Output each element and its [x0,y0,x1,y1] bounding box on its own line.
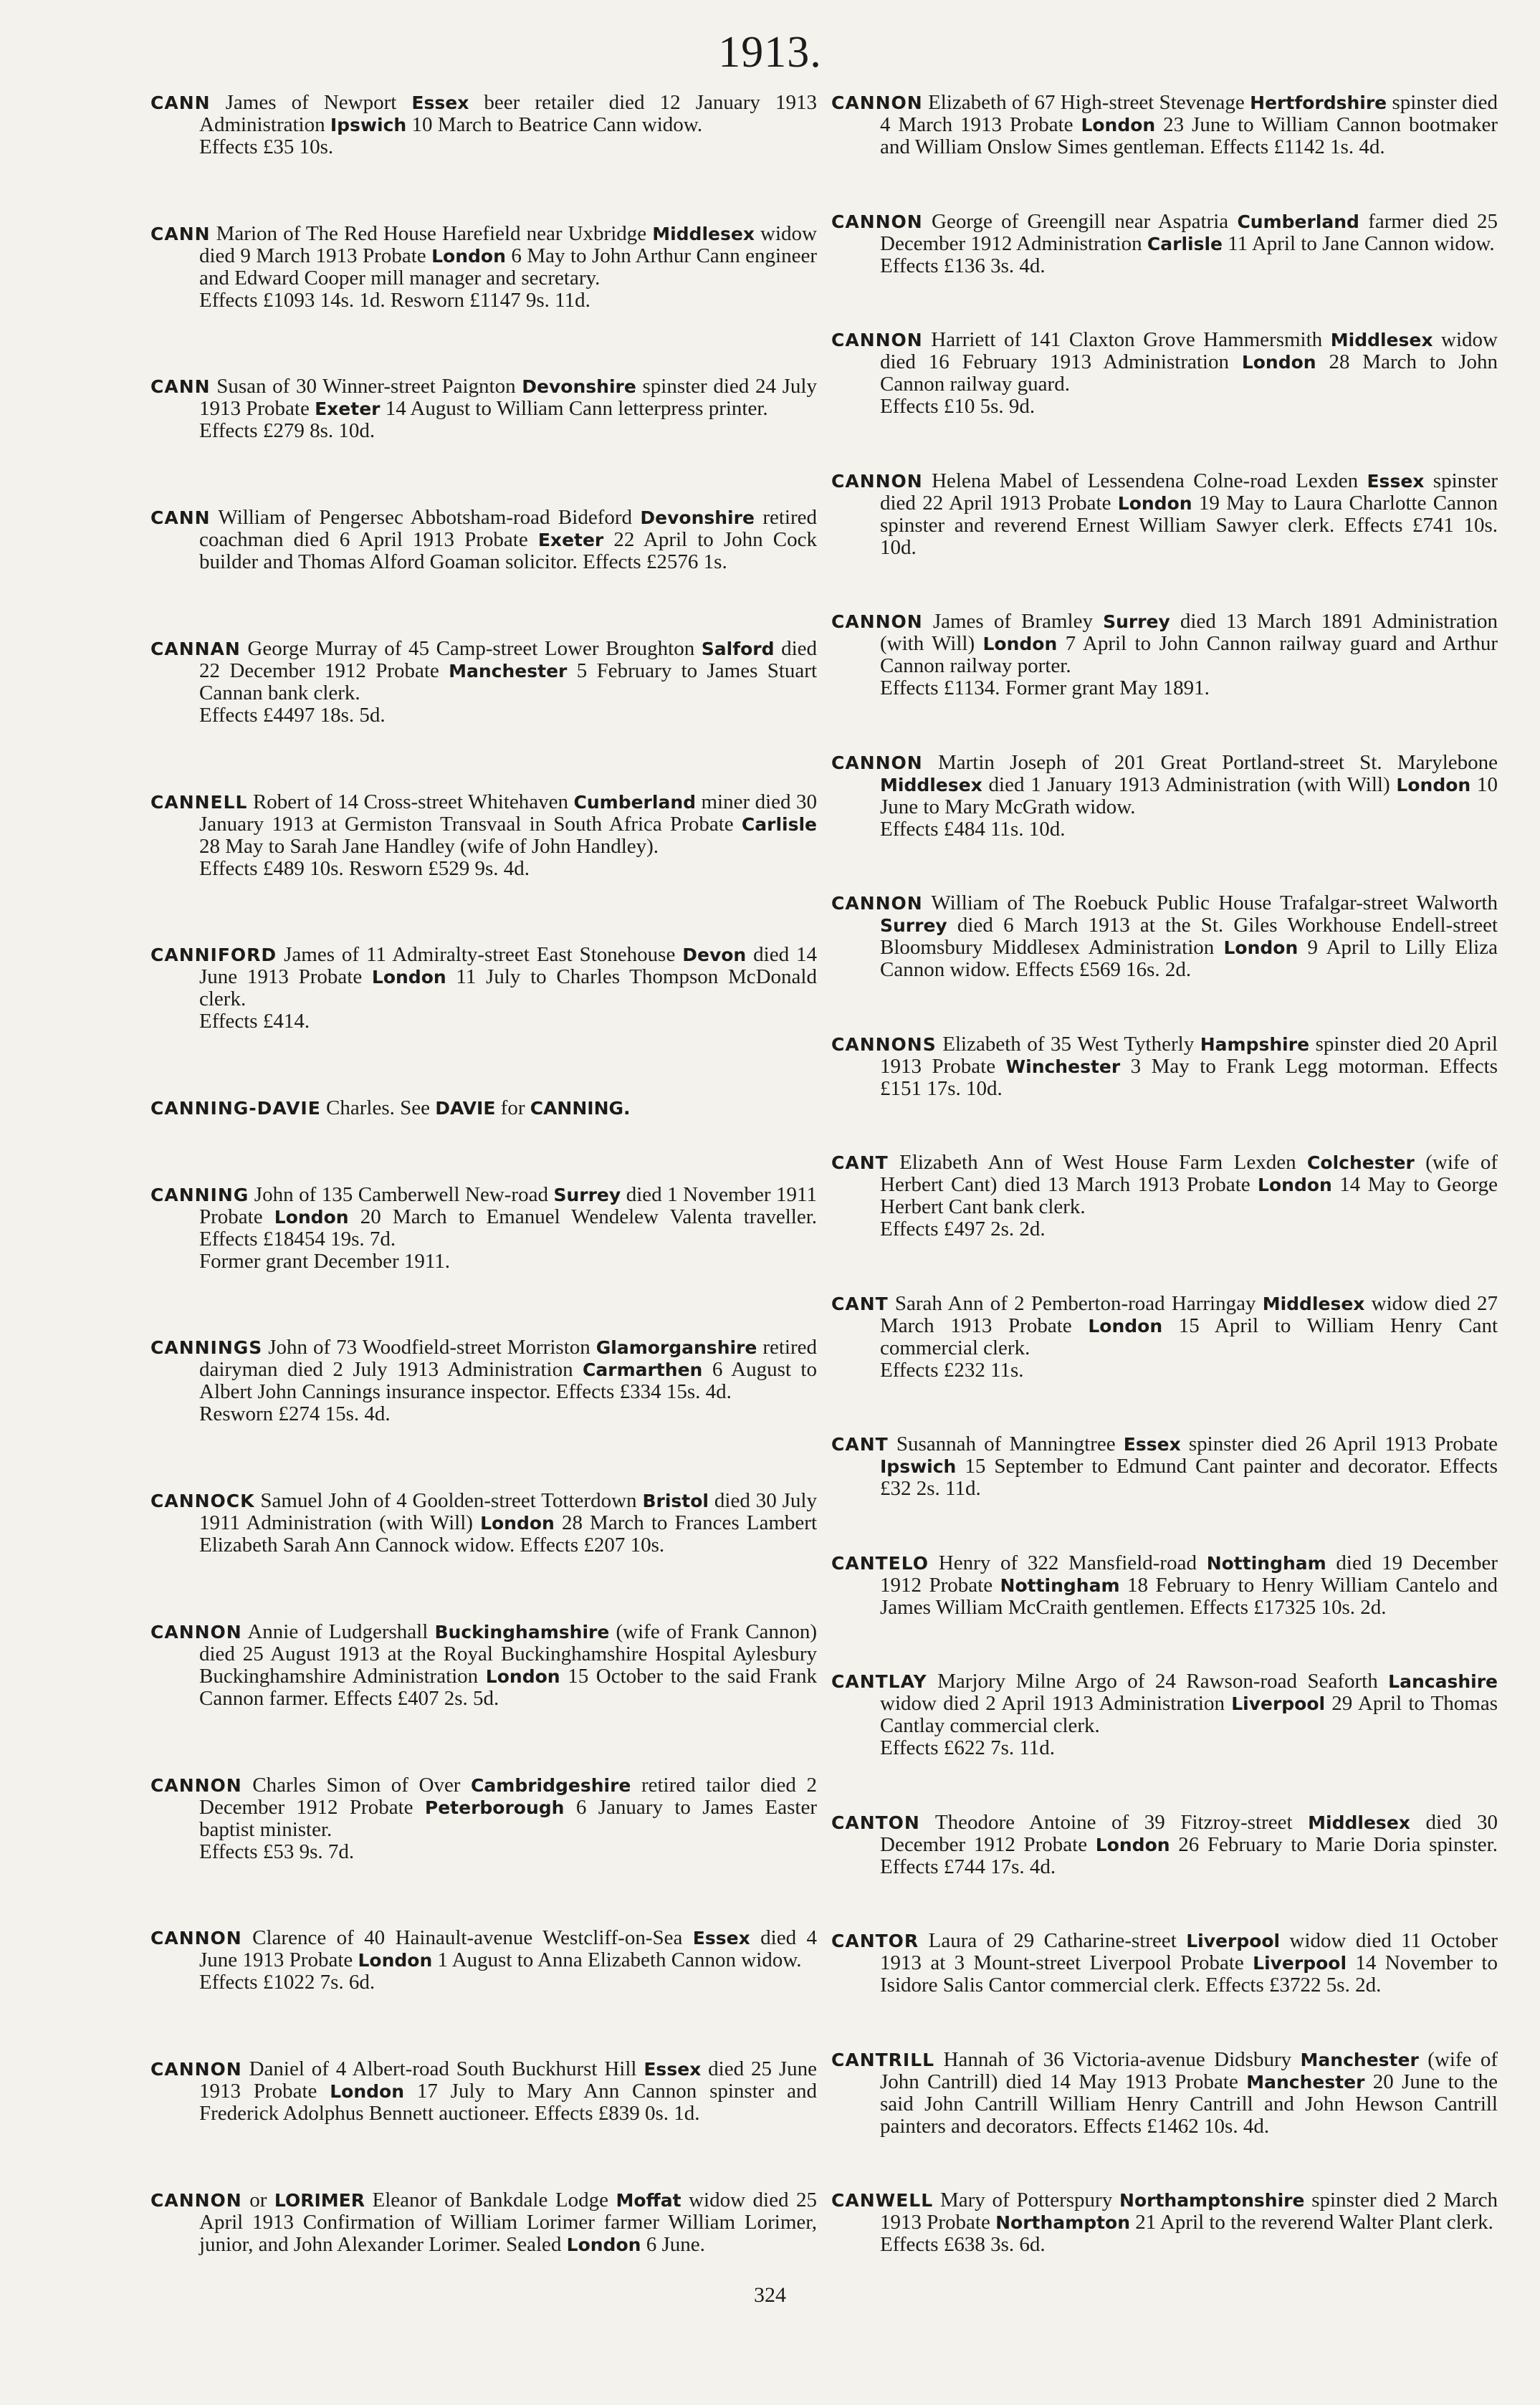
entry-text: widow died 16 February 1913 Administration [880,328,1498,373]
entry-text: Susannah of Manningtree [888,1433,1124,1455]
entry-text: retired coachman died 6 April 1913 Probate [199,506,817,552]
entry-text: 3 May to Frank Legg motorman. Effects £151 17s. 10d. [880,1054,1498,1100]
entry-surname: CANNON [831,611,923,632]
probate-entry [831,1670,1498,1759]
place-name: Surrey [553,1184,621,1205]
entry-text: Elizabeth of 35 West Tytherly [936,1032,1200,1056]
probate-entry [150,1097,817,1119]
entry-surname: CANNON [150,1928,242,1949]
entry-text: 6 May to John Arthur Cann engineer and Edward Cooper mill manager and secretary. [199,244,818,290]
place-name: Middlesex [1262,1293,1365,1314]
probate-entry [831,2049,1498,2138]
place-name: CANNING. [530,1098,631,1119]
place-name: Essex [1367,470,1425,492]
probate-entry [831,1930,1498,1997]
place-name: Hampshire [1200,1033,1310,1055]
entry-text: widow died 2 April 1913 Administration [880,1692,1232,1715]
entry-text: for [495,1096,530,1120]
entry-text: William of Pengersec Abbotsham-road Bideford [210,506,641,530]
effects-line: Effects £638 3s. 6d. [880,2233,1046,2256]
entry-text: died 22 December 1912 Probate [199,636,817,682]
entry-text: 28 May to Sarah Jane Handley (wife of John Handley). [199,834,659,858]
place-name: London [358,1950,433,1971]
place-name: Manchester [449,660,568,682]
entry-text: 26 February to Marie Doria spinster. Effects £744 17s. 4d. [880,1832,1498,1878]
entry-text: 15 October to the said Frank Cannon farmer. Effects £407 2s. 5d. [199,1664,817,1710]
entry-surname: CANT [831,1293,889,1314]
entry-text: died 1 January 1913 Administration (with Will) [982,773,1397,796]
page-year-heading: 1913. [718,28,822,77]
place-name: Liverpool [1231,1693,1326,1714]
place-name: London [1117,492,1192,514]
probate-entry [831,470,1498,559]
place-name: London [485,1665,560,1687]
entry-text: Robert of 14 Cross-street Whitehaven [247,790,574,813]
place-name: Essex [1123,1434,1181,1455]
probate-entry [831,892,1498,981]
entry-text: died 6 March 1913 at the St. Giles Workhouse Endell-street Bloomsbury Middlesex Administration [880,914,1498,959]
probate-entry [150,1490,817,1557]
place-name: London [371,967,446,988]
entry-text: 10 March to Beatrice Cann widow. [406,113,703,136]
entry-text: Laura of 29 Catharine-street [919,1929,1187,1952]
entry-text: spinster died 26 April 1913 Probate [1180,1433,1498,1455]
entry-text: Clarence of 40 Hainault-avenue Westcliff-on-Sea [241,1926,693,1950]
place-name: Ipswich [880,1456,957,1477]
place-name: London [1241,352,1316,373]
entry-text: Marjory Milne Argo of 24 Rawson-road Seaforth [927,1670,1389,1693]
entry-text: 20 June to the said John Cantrill William Henry Cantrill and John Hewson Cantrill painters and decorators. Effects £1462 10s. 4d. [880,2070,1498,2138]
effects-line: Effects £232 11s. [880,1358,1024,1382]
place-name: Middlesex [1330,330,1433,350]
entry-surname: CANTON [831,1812,920,1833]
entry-text: 22 April to John Cock builder and Thomas Alford Goaman solicitor. Effects £2576 1s. [199,528,817,574]
entry-surname: CANTRILL [831,2049,935,2070]
entry-surname: CANNON [831,470,923,492]
entry-text: Theodore Antoine of 39 Fitzroy-street [919,1810,1309,1834]
entry-text: 6 June. [641,2232,705,2256]
place-name: Carlisle [1147,233,1223,254]
entry-surname: CANWELL [831,2190,934,2211]
place-name: Liverpool [1253,1953,1347,1974]
place-name: Liverpool [1186,1931,1281,1951]
probate-entry [150,1621,817,1710]
probate-entry [150,1337,817,1425]
entry-surname: CANNON [150,1621,242,1643]
entry-text: Susan of 30 Winner-street Paignton [210,375,522,398]
place-name: London [1396,774,1471,795]
place-name: Carmarthen [583,1359,703,1381]
entry-text: died 30 July 1911 Administration (with Will) [199,1489,817,1535]
probate-entry [831,1293,1498,1382]
entry-text: Mary of Potterspury [933,2189,1120,2212]
entry-text: widow died 11 October 1913 at 3 Mount-street Liverpool Probate [880,1929,1498,1974]
entry-surname: CANNON [831,752,923,773]
effects-line: Former grant December 1911. [199,1249,451,1273]
place-name: London [1088,1315,1163,1337]
page-number: 324 [754,2283,786,2307]
probate-entry [150,92,817,158]
entry-text: James of Bramley [922,610,1104,633]
place-name: London [1223,937,1299,958]
entry-surname: CANNIFORD [150,945,277,966]
entry-text: 11 July to Charles Thompson McDonald clerk. [199,965,817,1011]
entry-text: miner died 30 January 1913 at Germiston Transvaal in South Africa Probate [199,790,817,836]
place-name: Middlesex [1308,1812,1410,1833]
entry-text: died 25 June 1913 Probate [199,2057,817,2103]
entry-text: (wife of Herbert Cant) died 13 March 1913 Probate [880,1151,1498,1196]
probate-entry [831,1033,1498,1100]
effects-line: Effects £1022 7s. 6d. [199,1971,376,1994]
probate-entry [150,223,817,312]
entry-text: (wife of Frank Cannon) died 25 August 1913 at the Royal Buckinghamshire Hospital Aylesbury Buckinghamshire Administration [199,1620,817,1688]
probate-entry [831,1812,1498,1878]
effects-line: Effects £622 7s. 11d. [880,1736,1056,1759]
probate-entry [831,329,1498,418]
effects-line: Effects £136 3s. 4d. [880,254,1046,277]
entry-text: 21 April to the reverend Walter Plant clerk. [1130,2211,1493,2234]
entry-text: widow died 27 March 1913 Probate [880,1291,1498,1337]
entry-text: William of The Roebuck Public House Trafalgar-street Walworth [922,891,1498,914]
effects-line: Effects £4497 18s. 5d. [199,703,386,727]
effects-line: Effects £35 10s. [199,135,334,158]
entry-text: died 30 December 1912 Probate [880,1810,1498,1856]
effects-line: Effects £53 9s. 7d. [199,1840,355,1863]
right-column [831,92,1498,2256]
probate-entry [831,1433,1498,1500]
probate-entry [150,507,817,573]
place-name: Exeter [315,398,381,420]
entry-text: Samuel John of 4 Goolden-street Totterdown [254,1489,643,1513]
place-name: Carlisle [741,813,817,835]
entry-surname: CANNING-DAVIE [150,1098,321,1119]
entry-text: 18 February to Henry William Cantelo and James William McCraith gentlemen. Effects £17325 10s. 2d. [880,1573,1498,1619]
entry-text: Eleanor of Bankdale Lodge [364,2188,616,2212]
entry-text: farmer died 25 December 1912 Administration [880,209,1498,255]
place-name: Surrey [1103,611,1170,632]
entry-text: 14 November to Isidore Salis Cantor commercial clerk. Effects £3722 5s. 2d. [880,1951,1498,1997]
entry-text: 9 April to Lilly Eliza Cannon widow. Effects £569 16s. 2d. [880,936,1498,981]
entry-text: Martin Joseph of 201 Great Portland-street St. Marylebone [922,750,1498,774]
entry-text: 11 April to Jane Cannon widow. [1223,231,1495,255]
entry-text: John of 135 Camberwell New-road [249,1182,554,1206]
entry-surname: CANNON [831,330,923,350]
entry-text: Annie of Ludgershall [241,1620,435,1643]
place-name: Nottingham [1206,1552,1326,1574]
place-name: Hertfordshire [1250,92,1387,113]
probate-entry [831,1152,1498,1240]
effects-line: Effects £10 5s. 9d. [880,395,1036,418]
entry-surname: CANNOCK [150,1491,255,1512]
entry-text: or [241,2188,274,2212]
entry-surname: CANTELO [831,1552,929,1574]
place-name: London [1095,1834,1170,1855]
entry-text: retired tailor died 2 December 1912 Probate [199,1773,817,1819]
entry-text: died 1 November 1911 Probate [199,1182,817,1228]
entry-surname: CANTOR [831,1931,919,1951]
entry-surname: CANNONS [831,1033,937,1055]
entry-text: 14 August to William Cann letterpress printer. [380,397,768,421]
place-name: Nottingham [1000,1574,1120,1596]
entry-text: died 13 March 1891 Administration (with Will) [880,610,1498,655]
effects-line: Effects £484 11s. 10d. [880,817,1066,841]
entry-text: 29 April to Thomas Cantlay commercial clerk. [880,1692,1498,1737]
place-name: Cumberland [1237,211,1359,232]
left-column [150,92,817,2256]
entry-text: spinster died 20 April 1913 Probate [880,1032,1498,1078]
place-name: London [274,1206,349,1228]
probate-entry [150,638,817,727]
place-name: DAVIE [435,1098,496,1119]
entry-text: George Murray of 45 Camp-street Lower Broughton [240,636,702,660]
entry-text: Daniel of 4 Albert-road South Buckhurst Hill [241,2057,644,2081]
entry-text: 14 May to George Herbert Cant bank clerk. [880,1173,1498,1218]
place-name: LORIMER [274,2189,365,2211]
place-name: Essex [644,2059,702,2080]
place-name: London [431,245,506,267]
entry-text: 23 June to William Cannon bootmaker and William Onslow Simes gentleman. Effects £1142 1s. 4d. [880,113,1498,158]
probate-entry [150,2058,817,2125]
entry-text: widow died 9 March 1913 Probate [199,221,817,267]
effects-line: Effects £414. [199,1010,310,1033]
probate-entry [831,611,1498,699]
entry-text: spinster died 24 July 1913 Probate [199,375,817,421]
probate-entry [150,2189,817,2256]
entry-text: 20 March to Emanuel Wendelew Valenta traveller. Effects £18454 19s. 7d. [199,1205,818,1251]
entry-text: 28 March to Frances Lambert Elizabeth Sarah Ann Cannock widow. Effects £207 10s. [199,1511,817,1557]
place-name: London [330,2081,405,2103]
place-name: Cumberland [573,791,697,813]
entry-text: Charles Simon of Over [241,1773,472,1797]
place-name: Moffat [616,2189,681,2211]
entry-surname: CANNON [831,893,923,914]
place-name: Devon [682,945,747,966]
entry-text: Harriett of 141 Claxton Grove Hammersmith [922,328,1331,351]
place-name: London [982,633,1058,654]
probate-entry [831,211,1498,277]
probate-entry [831,1552,1498,1619]
place-name: Colchester [1307,1152,1415,1173]
entry-text: died 19 December 1912 Probate [880,1551,1498,1597]
place-name: Exeter [537,530,604,551]
entry-text: James of 11 Admiralty-street East Stonehouse [277,943,683,967]
effects-line: Resworn £274 15s. 4d. [199,1402,391,1426]
effects-line: Effects £279 8s. 10d. [199,419,376,443]
place-name: Surrey [880,915,947,936]
entry-surname: CANN [150,92,211,113]
place-name: Middlesex [652,223,755,244]
entry-surname: CANN [150,376,211,398]
entry-text: James of Newport [210,91,412,114]
entry-text: John of 73 Woodfield-street Morriston [262,1336,596,1359]
entry-surname: CANN [150,223,211,244]
entry-surname: CANNON [150,1774,242,1796]
entry-surname: CANNINGS [150,1337,263,1359]
entry-text: Elizabeth of 67 High-street Stevenage [922,91,1250,114]
entry-surname: CANNON [831,211,923,232]
entry-surname: CANNON [150,2059,242,2080]
effects-line: Effects £489 10s. Resworn £529 9s. 4d. [199,856,530,880]
entry-text: Sarah Ann of 2 Pemberton-road Harringay [888,1291,1263,1315]
probate-entry [831,2189,1498,2256]
place-name: London [1081,115,1156,135]
entry-text: 7 April to John Cannon railway guard and Arthur Cannon railway porter. [880,632,1498,677]
place-name: London [480,1513,555,1534]
entry-text: 5 February to James Stuart Cannan bank clerk. [199,659,818,704]
entry-text: Helena Mabel of Lessendena Colne-road Lexden [922,469,1367,492]
entry-text: beer retailer died 12 January 1913 Administration [199,91,817,136]
entry-text: 10 June to Mary McGrath widow. [880,773,1498,818]
entry-text: Elizabeth Ann of West House Farm Lexden [888,1151,1308,1174]
probate-entry [150,1184,817,1273]
entry-surname: CANNON [831,92,923,113]
probate-entry [150,944,817,1033]
effects-line: Effects £497 2s. 2d. [880,1218,1046,1240]
entry-text: died 14 June 1913 Probate [199,943,817,989]
entry-text: Henry of 322 Mansfield-road [929,1551,1207,1574]
place-name: Peterborough [424,1797,565,1818]
entry-surname: CANNAN [150,638,241,659]
entry-text: died 4 June 1913 Probate [199,1926,817,1972]
place-name: Manchester [1300,2049,1419,2070]
entry-text: 15 September to Edmund Cant painter and decorator. Effects £32 2s. 11d. [880,1455,1498,1500]
place-name: Bristol [642,1491,709,1512]
place-name: Glamorganshire [596,1337,757,1359]
entry-text: Hannah of 36 Victoria-avenue Didsbury [934,2047,1301,2071]
place-name: Ipswich [330,115,407,135]
place-name: Salford [701,638,775,659]
entry-text: widow died 25 April 1913 Confirmation of William Lorimer farmer William Lorimer, junior, and John Alexander Lorimer. Sealed [199,2188,817,2256]
entry-surname: CANNING [150,1184,249,1205]
place-name: Manchester [1246,2071,1365,2093]
entry-surname: CANN [150,507,211,529]
probate-entry [831,92,1498,158]
place-name: London [566,2234,641,2255]
entry-text: spinster died 2 March 1913 Probate [880,2189,1498,2234]
place-name: Winchester [1005,1056,1121,1077]
entry-surname: CANNELL [150,791,248,813]
probate-entry [150,791,817,880]
entry-text: Marion of The Red House Harefield near Uxbridge [210,221,653,245]
place-name: Devonshire [522,376,636,398]
entry-text: Charles. See [320,1096,436,1120]
entry-text: 6 January to James Easter baptist minister. [199,1795,817,1841]
probate-entry [150,1927,817,1994]
probate-entry [831,752,1498,841]
effects-line: Effects £1134. Former grant May 1891. [880,676,1210,699]
entry-text: 17 July to Mary Ann Cannon spinster and Frederick Adolphus Bennett auctioneer. Effects £839 0s. 1d. [199,2080,818,2126]
probate-entry [150,1774,817,1863]
place-name: Northamptonshire [1119,2190,1305,2211]
entry-text: George of Greengill near Aspatria [922,209,1238,233]
entry-surname: CANT [831,1152,889,1173]
effects-line: Effects £1093 14s. 1d. Resworn £1147 9s. 11d. [199,288,590,312]
entry-surname: CANNON [150,2189,242,2211]
probate-entry [150,376,817,442]
entry-text: retired dairyman died 2 July 1913 Administration [199,1336,817,1382]
place-name: Devonshire [640,507,755,529]
entry-text: 15 April to William Henry Cant commercial clerk. [880,1314,1498,1359]
entry-surname: CANT [831,1434,889,1455]
entry-text: spinster died 22 April 1913 Probate [880,469,1498,515]
place-name: Essex [411,92,469,113]
entry-surname: CANTLAY [831,1671,927,1692]
place-name: Northampton [995,2212,1131,2233]
entry-text: 1 August to Anna Elizabeth Cannon widow. [432,1949,802,1972]
place-name: Buckinghamshire [434,1621,610,1643]
entry-text: (wife of John Cantrill) died 14 May 1913 Probate [880,2047,1498,2093]
entry-text: spinster died 4 March 1913 Probate [880,91,1498,136]
entry-text: 19 May to Laura Charlotte Cannon spinster and reverend Ernest William Sawyer clerk. Effects £741 10s. 10d. [880,491,1498,559]
entry-text: 28 March to John Cannon railway guard. [880,350,1498,396]
place-name: Essex [692,1928,750,1949]
place-name: Lancashire [1388,1671,1498,1692]
place-name: Cambridgeshire [471,1774,631,1796]
place-name: Middlesex [880,774,982,795]
entry-text: 6 August to Albert John Cannings insurance inspector. Effects £334 15s. 4d. [199,1358,817,1404]
place-name: London [1258,1175,1332,1195]
